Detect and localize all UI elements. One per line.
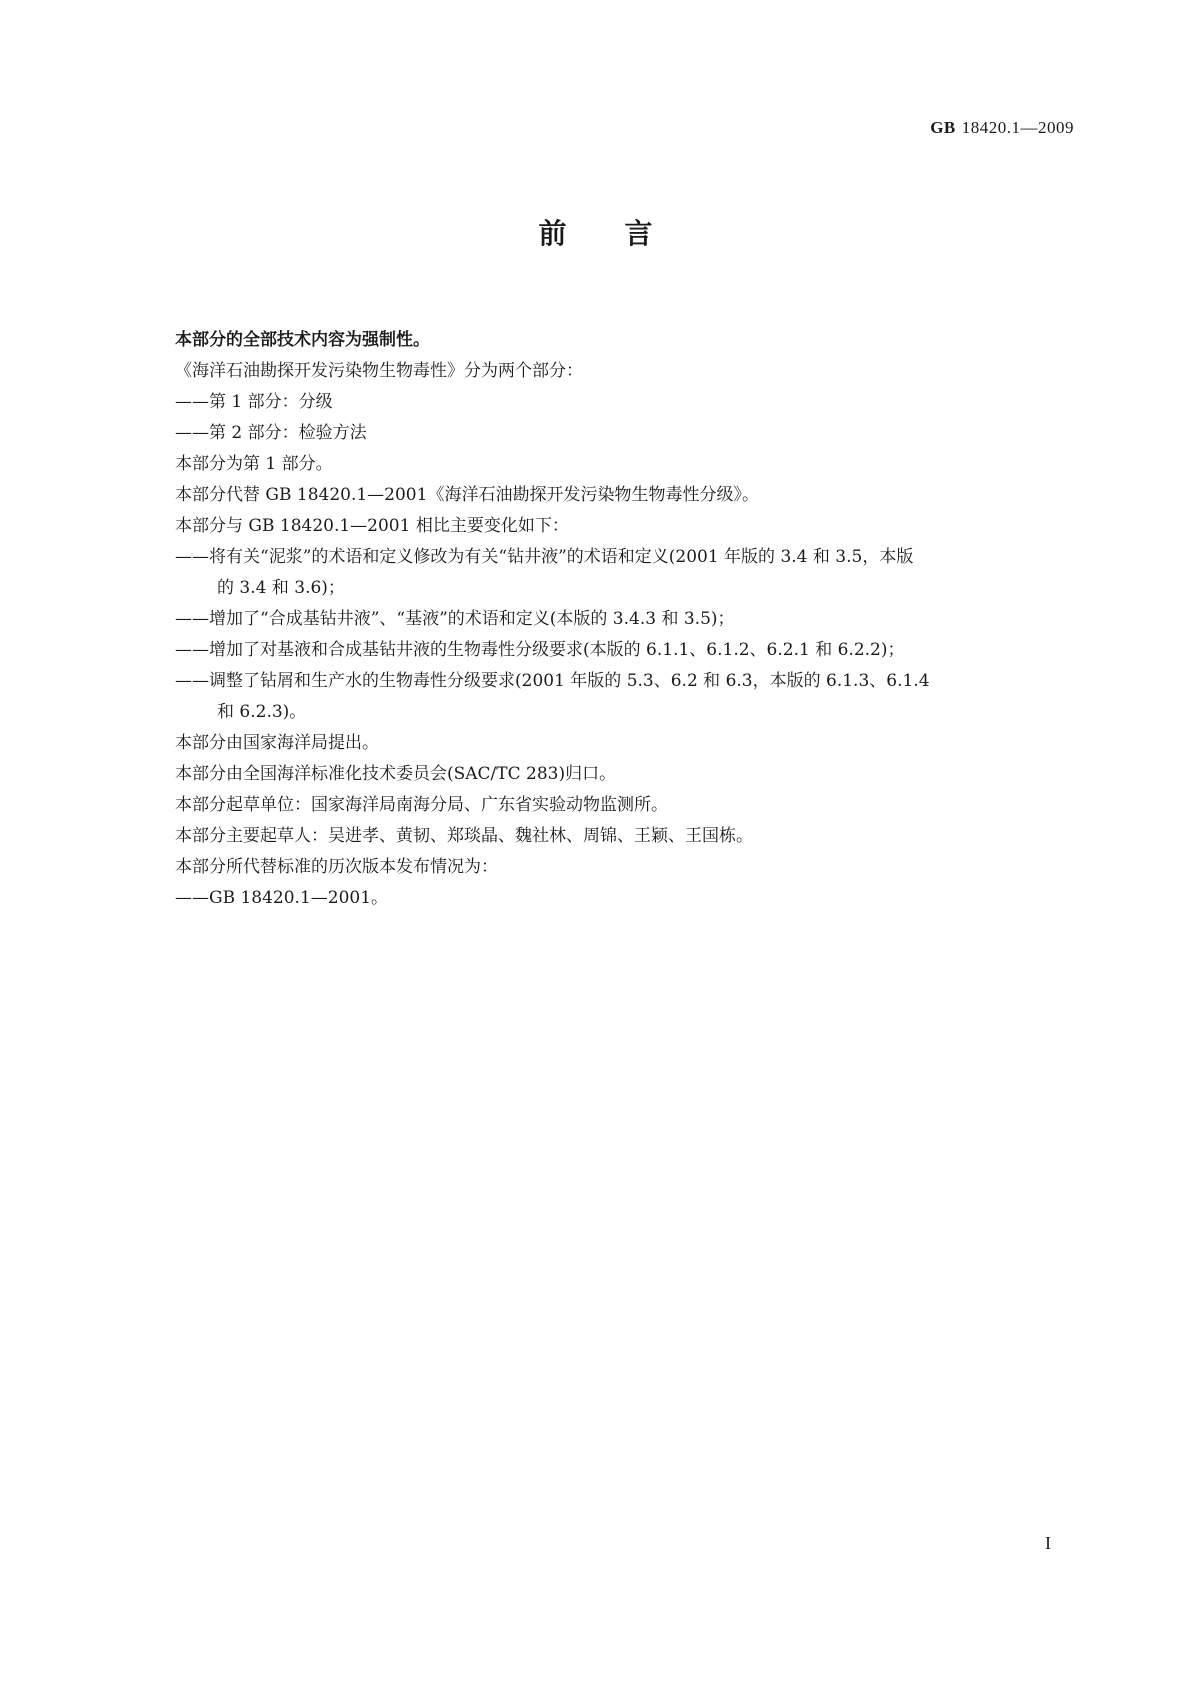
paragraph: 本部分由国家海洋局提出。 bbox=[175, 733, 379, 753]
standard-number: 18420.1—2009 bbox=[961, 118, 1074, 137]
paragraph: 本部分由全国海洋标准化技术委员会(SAC/TC 283)归口。 bbox=[175, 764, 617, 784]
list-item-continuation: 和 6.2.3)。 bbox=[217, 702, 307, 722]
paragraph: 本部分所代替标准的历次版本发布情况为： bbox=[175, 857, 498, 877]
paragraph: 本部分起草单位：国家海洋局南海分局、广东省实验动物监测所。 bbox=[175, 795, 668, 815]
paragraph: 本部分与 GB 18420.1—2001 相比主要变化如下： bbox=[175, 516, 569, 536]
paragraph: 《海洋石油勘探开发污染物生物毒性》分为两个部分： bbox=[175, 361, 583, 381]
list-item: ——第 2 部分：检验方法 bbox=[175, 423, 367, 443]
list-item: ——GB 18420.1—2001。 bbox=[175, 888, 389, 908]
page-number: I bbox=[1045, 1533, 1051, 1553]
list-item-continuation: 的 3.4 和 3.6)； bbox=[217, 578, 345, 598]
standard-code bbox=[930, 118, 1074, 138]
standard-prefix: GB bbox=[930, 118, 956, 137]
list-item: ——增加了对基液和合成基钻井液的生物毒性分级要求(本版的 6.1.1、6.1.2、6.2.1 和 6.2.2)； bbox=[175, 640, 905, 660]
list-item: ——增加了“合成基钻井液”、“基液”的术语和定义(本版的 3.4.3 和 3.5)； bbox=[175, 609, 735, 629]
list-item: ——调整了钻屑和生产水的生物毒性分级要求(2001 年版的 5.3、6.2 和 6.3，本版的 6.1.3、6.1.4 bbox=[175, 671, 930, 691]
list-item: ——第 1 部分：分级 bbox=[175, 392, 333, 412]
page-title: 前言 bbox=[538, 217, 711, 250]
paragraph: 本部分主要起草人：吴进孝、黄韧、郑琰晶、魏社林、周锦、王颖、王国栋。 bbox=[175, 826, 753, 846]
paragraph: 本部分为第 1 部分。 bbox=[175, 454, 333, 474]
foreword-body bbox=[175, 325, 1055, 914]
list-item: ——将有关“泥浆”的术语和定义修改为有关“钻井液”的术语和定义(2001 年版的 3.4 和 3.5，本版 bbox=[175, 547, 914, 567]
mandatory-statement: 本部分的全部技术内容为强制性。 bbox=[175, 330, 430, 350]
paragraph: 本部分代替 GB 18420.1—2001《海洋石油勘探开发污染物生物毒性分级》。 bbox=[175, 485, 759, 505]
